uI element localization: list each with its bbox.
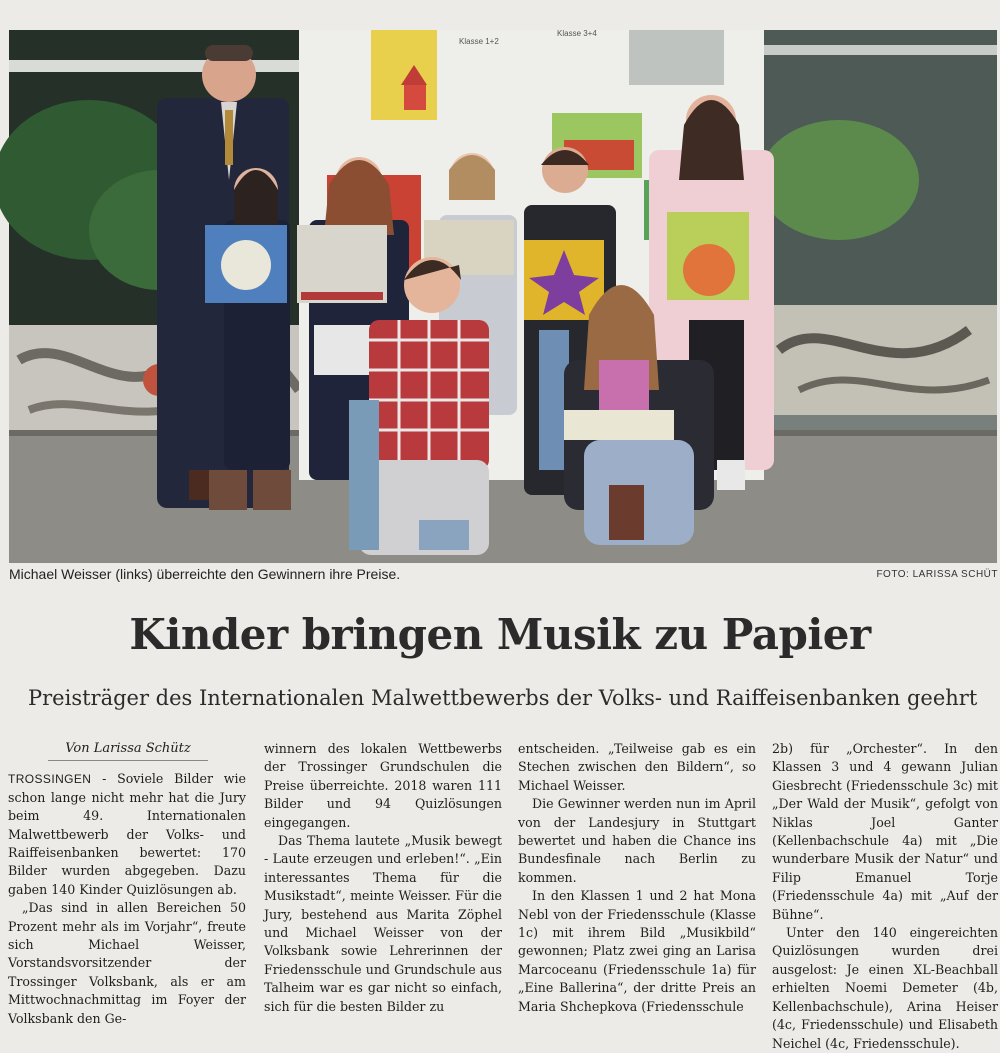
- article-paragraph: 2b) für „Orchester“. In den Klassen 3 und 4 gewann Julian Giesbrecht (Friedensschule 3c) mit „Der Wald der Musik“, gefolgt von Niklas Joel Ganter (Kellenbachschule 4a) mit „Die wunderbare Musik der Natur“ und Filip Emanuel Torje (Friedensschule 4a) mit „Auf der Bühne“.: [772, 741, 998, 922]
- svg-text:Klasse 3+4: Klasse 3+4: [557, 29, 597, 38]
- article-headline: Kinder bringen Musik zu Papier: [129, 610, 871, 659]
- article-paragraph: TROSSINGEN - Soviele Bilder wie schon lange nicht mehr hat die Jury beim 49. Internationalen Malwettbewerb der Volks- und Raiffeisenbanken bewertet: 170 Bilder wurden abgegeben. Dazu gaben 140 Kinder Quizlösungen ab.: [8, 771, 246, 897]
- article-paragraph: Unter den 140 eingereichten Quizlösungen wurden drei ausgelost: Je einen XL-Beachball erhielten Noemi Demeter (4b, Kellenbachschule), Arina Heiser (4c, Friedensschule) und Elisabeth Neichel (4c, Friedensschule).: [772, 925, 998, 1051]
- article-paragraph: entscheiden. „Teilweise gab es ein Stechen zwischen den Bildern“, so Michael Weisser.: [518, 741, 756, 793]
- photo-caption: Michael Weisser (links) überreichte den Gewinnern ihre Preise.: [9, 566, 401, 582]
- article-subheadline: Preisträger des Internationalen Malwettbewerbs der Volks- und Raiffeisenbanken geehrt: [28, 686, 978, 710]
- photo-illustration: [9, 30, 997, 563]
- article-paragraph: In den Klassen 1 und 2 hat Mona Nebl von der Friedensschule (Klasse 1c) mit ihrem Bild „Musikbild“ gewonnen; Platz zwei ging an Larisa Marcoceanu (Friedensschule 1a) für „Eine Ballerina“, der dritte Preis an Maria Shchepkova (Friedensschule: [518, 888, 756, 1014]
- article-column-3: [518, 740, 756, 1016]
- article-paragraph: Die Gewinner werden nun im April von der Landesjury in Stuttgart bewertet und haben die Chance ins Bundesfinale nach Berlin zu kommen.: [518, 796, 756, 885]
- article-body: [8, 740, 998, 1051]
- article-column-1: [8, 740, 246, 1028]
- article-paragraph: Das Thema lautete „Musik bewegt - Laute erzeugen und erleben!“. „Ein interessantes Thema für die Musikstadt“, meinte Weisser. Für die Jury, bestehend aus Marita Zöphel und Michael Weisser von der Volksbank sowie Lehrerinnen der Friedensschule und Grundschule aus Talheim war es gar nicht so einfach, sich für die besten Bilder zu: [264, 833, 502, 1014]
- news-photo: [9, 30, 997, 563]
- article-paragraph: winnern des lokalen Wettbewerbs der Trossinger Grundschulen die Preise überreichte. 2018 waren 111 Bilder und 94 Quizlösungen eingegangen.: [264, 741, 502, 830]
- svg-text:Klasse 1+2: Klasse 1+2: [459, 37, 499, 46]
- photo-credit: FOTO: LARISSA SCHÜT: [876, 569, 998, 580]
- article-column-2: [264, 740, 502, 1016]
- article-column-4: [772, 740, 998, 1053]
- dateline: TROSSINGEN: [8, 772, 92, 787]
- byline: Von Larissa Schütz: [48, 740, 208, 761]
- article-paragraph: „Das sind in allen Bereichen 50 Prozent mehr als im Vorjahr“, freute sich Michael Weisser, Vorstandsvorsitzender der Trossinger Volksbank, als er am Mittwochnachmittag im Foyer der Volksbank den Ge-: [8, 900, 246, 1026]
